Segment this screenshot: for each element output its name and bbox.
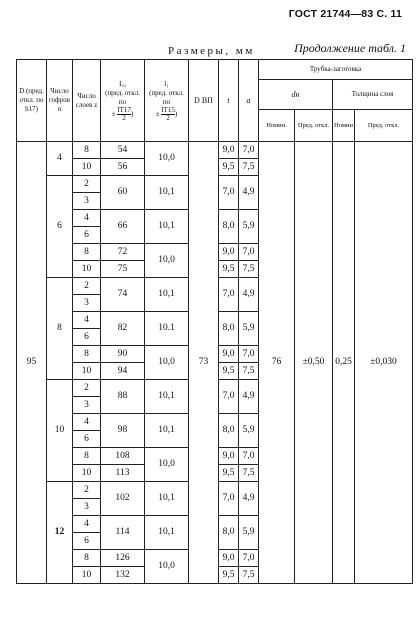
cell-L0: 54 — [101, 142, 145, 159]
header-l1-frac-den: 2 — [166, 113, 170, 122]
cell-z: 2 — [73, 176, 101, 193]
cell-z: 8 — [73, 244, 101, 261]
cell-n: 8 — [47, 278, 73, 380]
cell-L0: 132 — [101, 567, 145, 584]
header-tube: Трубка-заготовка — [259, 60, 413, 80]
cell-dh-dev: ±0,50 — [295, 142, 333, 584]
header-s-nom: Номин — [333, 110, 355, 142]
cell-L0: 94 — [101, 363, 145, 380]
cell-z: 6 — [73, 533, 101, 550]
cell-z: 8 — [73, 142, 101, 159]
cell-l1: 10,1 — [145, 210, 189, 244]
cell-l1: 10,0 — [145, 244, 189, 278]
cell-a: 5,9 — [239, 516, 259, 550]
cell-a: 7,0 — [239, 346, 259, 363]
cell-l1: 10,0 — [145, 346, 189, 380]
cell-a: 7,5 — [239, 567, 259, 584]
cell-z: 6 — [73, 329, 101, 346]
cell-t: 9,5 — [219, 159, 239, 176]
cell-t: 9,5 — [219, 363, 239, 380]
cell-l1: 10,1 — [145, 380, 189, 414]
header-l1: l₁ (пред. откл. по ± $\frac{IT15}{2}$ ) — [145, 60, 189, 142]
cell-l1: 10,1 — [145, 516, 189, 550]
cell-t: 9,0 — [219, 346, 239, 363]
cell-L0: 74 — [101, 278, 145, 312]
cell-t: 9,5 — [219, 567, 239, 584]
cell-z: 3 — [73, 499, 101, 516]
cell-t: 9,0 — [219, 244, 239, 261]
header-L0-frac-num: IT17 — [117, 105, 131, 114]
cell-dh-nom: 76 — [259, 142, 295, 584]
header-thickness: Толщина слоя — [333, 80, 413, 110]
cell-l1: 10,1 — [145, 176, 189, 210]
cell-t: 9,5 — [219, 261, 239, 278]
cell-z: 4 — [73, 516, 101, 533]
cell-t: 8,0 — [219, 414, 239, 448]
cell-t: 8,0 — [219, 210, 239, 244]
cell-n: 4 — [47, 142, 73, 176]
cell-z: 3 — [73, 397, 101, 414]
dimensions-table — [16, 59, 413, 584]
cell-a: 7,0 — [239, 448, 259, 465]
cell-z: 10 — [73, 261, 101, 278]
cell-s-dev: ±0,030 — [355, 142, 413, 584]
cell-t: 7,0 — [219, 278, 239, 312]
cell-a: 7,5 — [239, 465, 259, 482]
cell-L0: 82 — [101, 312, 145, 346]
cell-L0: 60 — [101, 176, 145, 210]
cell-l1: 10,0 — [145, 550, 189, 584]
cell-L0: 56 — [101, 159, 145, 176]
cell-z: 3 — [73, 193, 101, 210]
header-t: t — [219, 60, 239, 142]
cell-z: 2 — [73, 380, 101, 397]
cell-a: 7,5 — [239, 363, 259, 380]
page-header: ГОСТ 21744—83 С. 11 — [288, 8, 402, 20]
cell-a: 4,9 — [239, 176, 259, 210]
cell-L0: 66 — [101, 210, 145, 244]
cell-t: 7,0 — [219, 176, 239, 210]
cell-D: 95 — [17, 142, 47, 584]
cell-l1: 10,0 — [145, 448, 189, 482]
header-dh-nom: Номин. — [259, 110, 295, 142]
cell-a: 7,0 — [239, 244, 259, 261]
cell-z: 10 — [73, 567, 101, 584]
cell-z: 8 — [73, 346, 101, 363]
header-D: D (пред. откл. по h17) — [17, 60, 47, 142]
cell-s-nom: 0,25 — [333, 142, 355, 584]
header-L0: L₀ (пред. откл. по ± $\frac{IT17}{2}$ ) — [101, 60, 145, 142]
cell-DBP: 73 — [189, 142, 219, 584]
continuation-label: Продолжение табл. 1 — [294, 41, 406, 55]
cell-n: 6 — [47, 176, 73, 278]
header-n: Число гофров n — [47, 60, 73, 142]
cell-L0: 88 — [101, 380, 145, 414]
header-L0-pm: ± — [111, 109, 116, 118]
header-a: a — [239, 60, 259, 142]
cell-n: 12 — [47, 482, 73, 584]
cell-l1: 10,1 — [145, 414, 189, 448]
cell-z: 10 — [73, 363, 101, 380]
header-L0-note: (пред. откл. по — [105, 88, 140, 106]
cell-t: 7,0 — [219, 482, 239, 516]
cell-t: 8,0 — [219, 312, 239, 346]
cell-a: 5,9 — [239, 312, 259, 346]
cell-l1: 10.1 — [145, 312, 189, 346]
cell-t: 9,0 — [219, 142, 239, 159]
cell-z: 4 — [73, 210, 101, 227]
header-DBP: D ВП — [189, 60, 219, 142]
cell-t: 9,0 — [219, 550, 239, 567]
cell-a: 5,9 — [239, 210, 259, 244]
header-l1-symbol: l₁ — [164, 79, 169, 88]
cell-L0: 108 — [101, 448, 145, 465]
header-l1-note: (пред. откл. по — [149, 88, 184, 106]
cell-L0: 75 — [101, 261, 145, 278]
cell-L0: 72 — [101, 244, 145, 261]
cell-l1: 10,0 — [145, 142, 189, 176]
header-dh-dev: Пред. откл. — [295, 110, 333, 142]
cell-a: 7,0 — [239, 142, 259, 159]
cell-t: 9,5 — [219, 465, 239, 482]
header-L0-frac-den: 2 — [122, 113, 126, 122]
cell-z: 4 — [73, 312, 101, 329]
cell-z: 6 — [73, 431, 101, 448]
cell-a: 7,0 — [239, 550, 259, 567]
cell-L0: 113 — [101, 465, 145, 482]
header-l1-pm: ± — [155, 109, 160, 118]
header-l1-frac-num: IT15 — [161, 105, 175, 114]
cell-z: 2 — [73, 278, 101, 295]
cell-t: 8,0 — [219, 516, 239, 550]
cell-a: 4,9 — [239, 380, 259, 414]
cell-a: 7,5 — [239, 159, 259, 176]
cell-a: 5,9 — [239, 414, 259, 448]
cell-L0: 126 — [101, 550, 145, 567]
cell-z: 4 — [73, 414, 101, 431]
cell-a: 4,9 — [239, 482, 259, 516]
cell-a: 4,9 — [239, 278, 259, 312]
cell-L0: 90 — [101, 346, 145, 363]
header-s-dev: Пред. откл. — [355, 110, 413, 142]
cell-L0: 114 — [101, 516, 145, 550]
cell-l1: 10,1 — [145, 482, 189, 516]
cell-t: 9,0 — [219, 448, 239, 465]
cell-z: 8 — [73, 550, 101, 567]
cell-z: 10 — [73, 465, 101, 482]
cell-z: 6 — [73, 227, 101, 244]
cell-a: 7,5 — [239, 261, 259, 278]
cell-l1: 10,1 — [145, 278, 189, 312]
header-z: Число слоев z — [73, 60, 101, 142]
cell-z: 10 — [73, 159, 101, 176]
table-caption: Размеры, мм — [168, 45, 255, 57]
cell-t: 7,0 — [219, 380, 239, 414]
header-dh: dн — [259, 80, 333, 110]
cell-z: 8 — [73, 448, 101, 465]
header-L0-symbol: L₀ — [119, 79, 126, 88]
cell-z: 2 — [73, 482, 101, 499]
cell-L0: 102 — [101, 482, 145, 516]
cell-L0: 98 — [101, 414, 145, 448]
table-row — [17, 142, 413, 159]
cell-z: 3 — [73, 295, 101, 312]
cell-n: 10 — [47, 380, 73, 482]
